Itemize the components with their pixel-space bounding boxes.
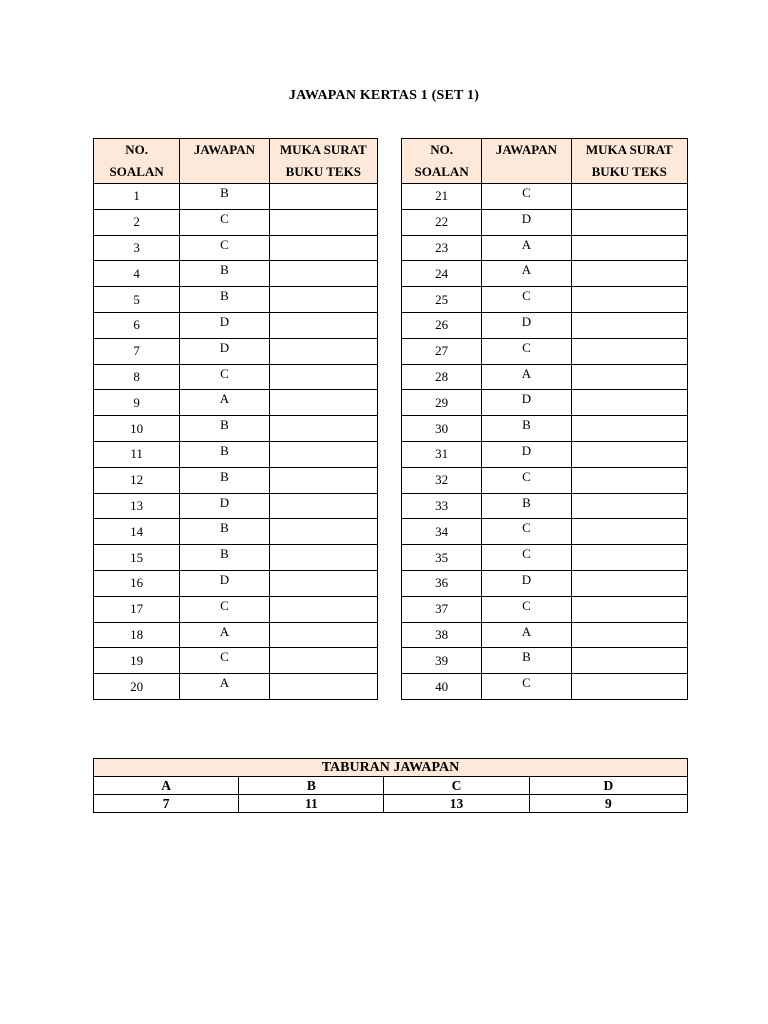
textbook-page-cell [269, 261, 377, 287]
answer-table-left [93, 138, 378, 700]
textbook-page-cell [269, 493, 377, 519]
answer-cell: C [482, 338, 571, 364]
question-number-cell: 28 [402, 364, 482, 390]
table-row [94, 674, 378, 700]
textbook-page-cell [571, 674, 687, 700]
answer-cell: B [482, 648, 571, 674]
answer-cell: A [482, 364, 571, 390]
textbook-page-cell [571, 416, 687, 442]
table-row [94, 235, 378, 261]
table-row [402, 570, 688, 596]
header-muka-surat [269, 139, 377, 184]
table-row [402, 261, 688, 287]
question-number-cell: 37 [402, 596, 482, 622]
table-row [402, 467, 688, 493]
textbook-page-cell [269, 596, 377, 622]
table-row [402, 312, 688, 338]
textbook-page-cell [571, 261, 687, 287]
answer-cell: A [180, 674, 269, 700]
table-row [94, 622, 378, 648]
table-row [402, 648, 688, 674]
answer-cell: C [180, 235, 269, 261]
question-number-cell: 22 [402, 209, 482, 235]
answer-cell: B [482, 416, 571, 442]
header-jawapan: JAWAPAN [180, 139, 269, 184]
question-number-cell: 6 [94, 312, 180, 338]
distribution-label: D [529, 777, 687, 795]
page-title: JAWAPAN KERTAS 1 (SET 1) [288, 88, 480, 103]
textbook-page-cell [571, 519, 687, 545]
table-row [94, 209, 378, 235]
header-no-line2: SOALAN [414, 164, 469, 179]
table-row [94, 570, 378, 596]
distribution-count: 11 [239, 795, 384, 813]
answer-cell: D [482, 570, 571, 596]
distribution-table [93, 758, 688, 813]
table-row [402, 235, 688, 261]
table-row [94, 596, 378, 622]
question-number-cell: 38 [402, 622, 482, 648]
distribution-title: TABURAN JAWAPAN [94, 759, 688, 777]
table-row [402, 390, 688, 416]
table-row [94, 261, 378, 287]
question-number-cell: 25 [402, 287, 482, 313]
header-no-soalan [94, 139, 180, 184]
question-number-cell: 35 [402, 545, 482, 571]
distribution-label: B [239, 777, 384, 795]
distribution-count: 13 [384, 795, 529, 813]
textbook-page-cell [571, 209, 687, 235]
textbook-page-cell [571, 493, 687, 519]
table-row [402, 209, 688, 235]
textbook-page-cell [571, 596, 687, 622]
textbook-page-cell [571, 545, 687, 571]
textbook-page-cell [269, 184, 377, 210]
answer-cell: B [482, 493, 571, 519]
textbook-page-cell [571, 184, 687, 210]
question-number-cell: 32 [402, 467, 482, 493]
question-number-cell: 15 [94, 545, 180, 571]
question-number-cell: 36 [402, 570, 482, 596]
textbook-page-cell [269, 416, 377, 442]
textbook-page-cell [269, 338, 377, 364]
textbook-page-cell [269, 209, 377, 235]
answer-cell: D [482, 209, 571, 235]
textbook-page-cell [571, 312, 687, 338]
table-row [94, 390, 378, 416]
textbook-page-cell [269, 390, 377, 416]
distribution-count: 9 [529, 795, 687, 813]
textbook-page-cell [269, 519, 377, 545]
table-row [94, 493, 378, 519]
answer-cell: A [482, 261, 571, 287]
answer-cell: C [482, 184, 571, 210]
answer-cell: C [180, 648, 269, 674]
question-number-cell: 4 [94, 261, 180, 287]
header-muka-line1: MUKA SURAT [279, 142, 367, 157]
question-number-cell: 2 [94, 209, 180, 235]
answer-cell: C [180, 209, 269, 235]
table-row [402, 184, 688, 210]
question-number-cell: 8 [94, 364, 180, 390]
table-row [402, 441, 688, 467]
question-number-cell: 24 [402, 261, 482, 287]
table-row [94, 467, 378, 493]
answer-cell: A [482, 622, 571, 648]
answer-cell: C [482, 519, 571, 545]
question-number-cell: 30 [402, 416, 482, 442]
textbook-page-cell [571, 648, 687, 674]
textbook-page-cell [571, 467, 687, 493]
table-row [94, 519, 378, 545]
header-jawapan: JAWAPAN [482, 139, 571, 184]
answer-cell: C [482, 596, 571, 622]
answer-cell: B [180, 184, 269, 210]
textbook-page-cell [269, 622, 377, 648]
table-row [402, 622, 688, 648]
question-number-cell: 9 [94, 390, 180, 416]
answer-cell: D [180, 312, 269, 338]
table-row [402, 493, 688, 519]
textbook-page-cell [269, 312, 377, 338]
answer-cell: B [180, 545, 269, 571]
question-number-cell: 34 [402, 519, 482, 545]
answer-rows-left [94, 184, 378, 700]
question-number-cell: 7 [94, 338, 180, 364]
textbook-page-cell [269, 235, 377, 261]
textbook-page-cell [269, 287, 377, 313]
question-number-cell: 21 [402, 184, 482, 210]
answer-cell: D [180, 570, 269, 596]
question-number-cell: 10 [94, 416, 180, 442]
answer-cell: C [482, 287, 571, 313]
question-number-cell: 12 [94, 467, 180, 493]
question-number-cell: 29 [402, 390, 482, 416]
question-number-cell: 31 [402, 441, 482, 467]
table-row [94, 312, 378, 338]
answer-cell: B [180, 287, 269, 313]
question-number-cell: 1 [94, 184, 180, 210]
table-row [94, 648, 378, 674]
answer-cell: D [180, 493, 269, 519]
answer-cell: D [482, 312, 571, 338]
header-no-soalan [402, 139, 482, 184]
textbook-page-cell [269, 674, 377, 700]
textbook-page-cell [571, 570, 687, 596]
table-row [94, 338, 378, 364]
distribution-count-row [94, 795, 688, 813]
textbook-page-cell [571, 390, 687, 416]
question-number-cell: 16 [94, 570, 180, 596]
question-number-cell: 17 [94, 596, 180, 622]
table-row [402, 287, 688, 313]
header-row [94, 139, 378, 184]
table-row [94, 416, 378, 442]
textbook-page-cell [571, 235, 687, 261]
question-number-cell: 20 [94, 674, 180, 700]
textbook-page-cell [269, 545, 377, 571]
textbook-page-cell [571, 287, 687, 313]
textbook-page-cell [269, 364, 377, 390]
question-number-cell: 27 [402, 338, 482, 364]
distribution-label-row [94, 777, 688, 795]
answer-cell: D [180, 338, 269, 364]
textbook-page-cell [571, 622, 687, 648]
question-number-cell: 19 [94, 648, 180, 674]
table-row [94, 184, 378, 210]
question-number-cell: 13 [94, 493, 180, 519]
table-row [402, 674, 688, 700]
answer-cell: D [482, 441, 571, 467]
distribution-title-row [94, 759, 688, 777]
distribution-label: C [384, 777, 529, 795]
header-muka-line1: MUKA SURAT [585, 142, 673, 157]
question-number-cell: 5 [94, 287, 180, 313]
table-row [402, 338, 688, 364]
header-muka-line2: BUKU TEKS [285, 164, 361, 179]
answer-cell: D [482, 390, 571, 416]
answer-cell: B [180, 519, 269, 545]
table-row [94, 441, 378, 467]
header-no-line1: NO. [430, 142, 453, 157]
table-row [402, 545, 688, 571]
answer-cell: A [180, 390, 269, 416]
header-row [402, 139, 688, 184]
question-number-cell: 3 [94, 235, 180, 261]
table-row [402, 519, 688, 545]
answer-cell: B [180, 467, 269, 493]
answer-cell: A [482, 235, 571, 261]
distribution-label: A [94, 777, 239, 795]
question-number-cell: 39 [402, 648, 482, 674]
textbook-page-cell [269, 441, 377, 467]
question-number-cell: 23 [402, 235, 482, 261]
textbook-page-cell [269, 467, 377, 493]
header-muka-surat [571, 139, 687, 184]
table-row [402, 416, 688, 442]
question-number-cell: 40 [402, 674, 482, 700]
textbook-page-cell [571, 364, 687, 390]
answer-cell: C [482, 674, 571, 700]
answer-cell: B [180, 416, 269, 442]
table-row [94, 545, 378, 571]
table-row [94, 364, 378, 390]
header-no-line2: SOALAN [109, 164, 164, 179]
answer-cell: B [180, 441, 269, 467]
question-number-cell: 26 [402, 312, 482, 338]
textbook-page-cell [269, 648, 377, 674]
question-number-cell: 11 [94, 441, 180, 467]
textbook-page-cell [571, 441, 687, 467]
table-row [94, 287, 378, 313]
answer-cell: C [482, 467, 571, 493]
question-number-cell: 18 [94, 622, 180, 648]
table-row [402, 364, 688, 390]
question-number-cell: 33 [402, 493, 482, 519]
question-number-cell: 14 [94, 519, 180, 545]
answer-cell: B [180, 261, 269, 287]
answer-cell: A [180, 622, 269, 648]
answer-cell: C [482, 545, 571, 571]
answer-table-right [401, 138, 688, 700]
answer-cell: C [180, 364, 269, 390]
header-no-line1: NO. [125, 142, 149, 157]
distribution-count: 7 [94, 795, 239, 813]
header-muka-line2: BUKU TEKS [591, 164, 667, 179]
textbook-page-cell [269, 570, 377, 596]
answer-cell: C [180, 596, 269, 622]
textbook-page-cell [571, 338, 687, 364]
answer-rows-right [402, 184, 688, 700]
table-row [402, 596, 688, 622]
